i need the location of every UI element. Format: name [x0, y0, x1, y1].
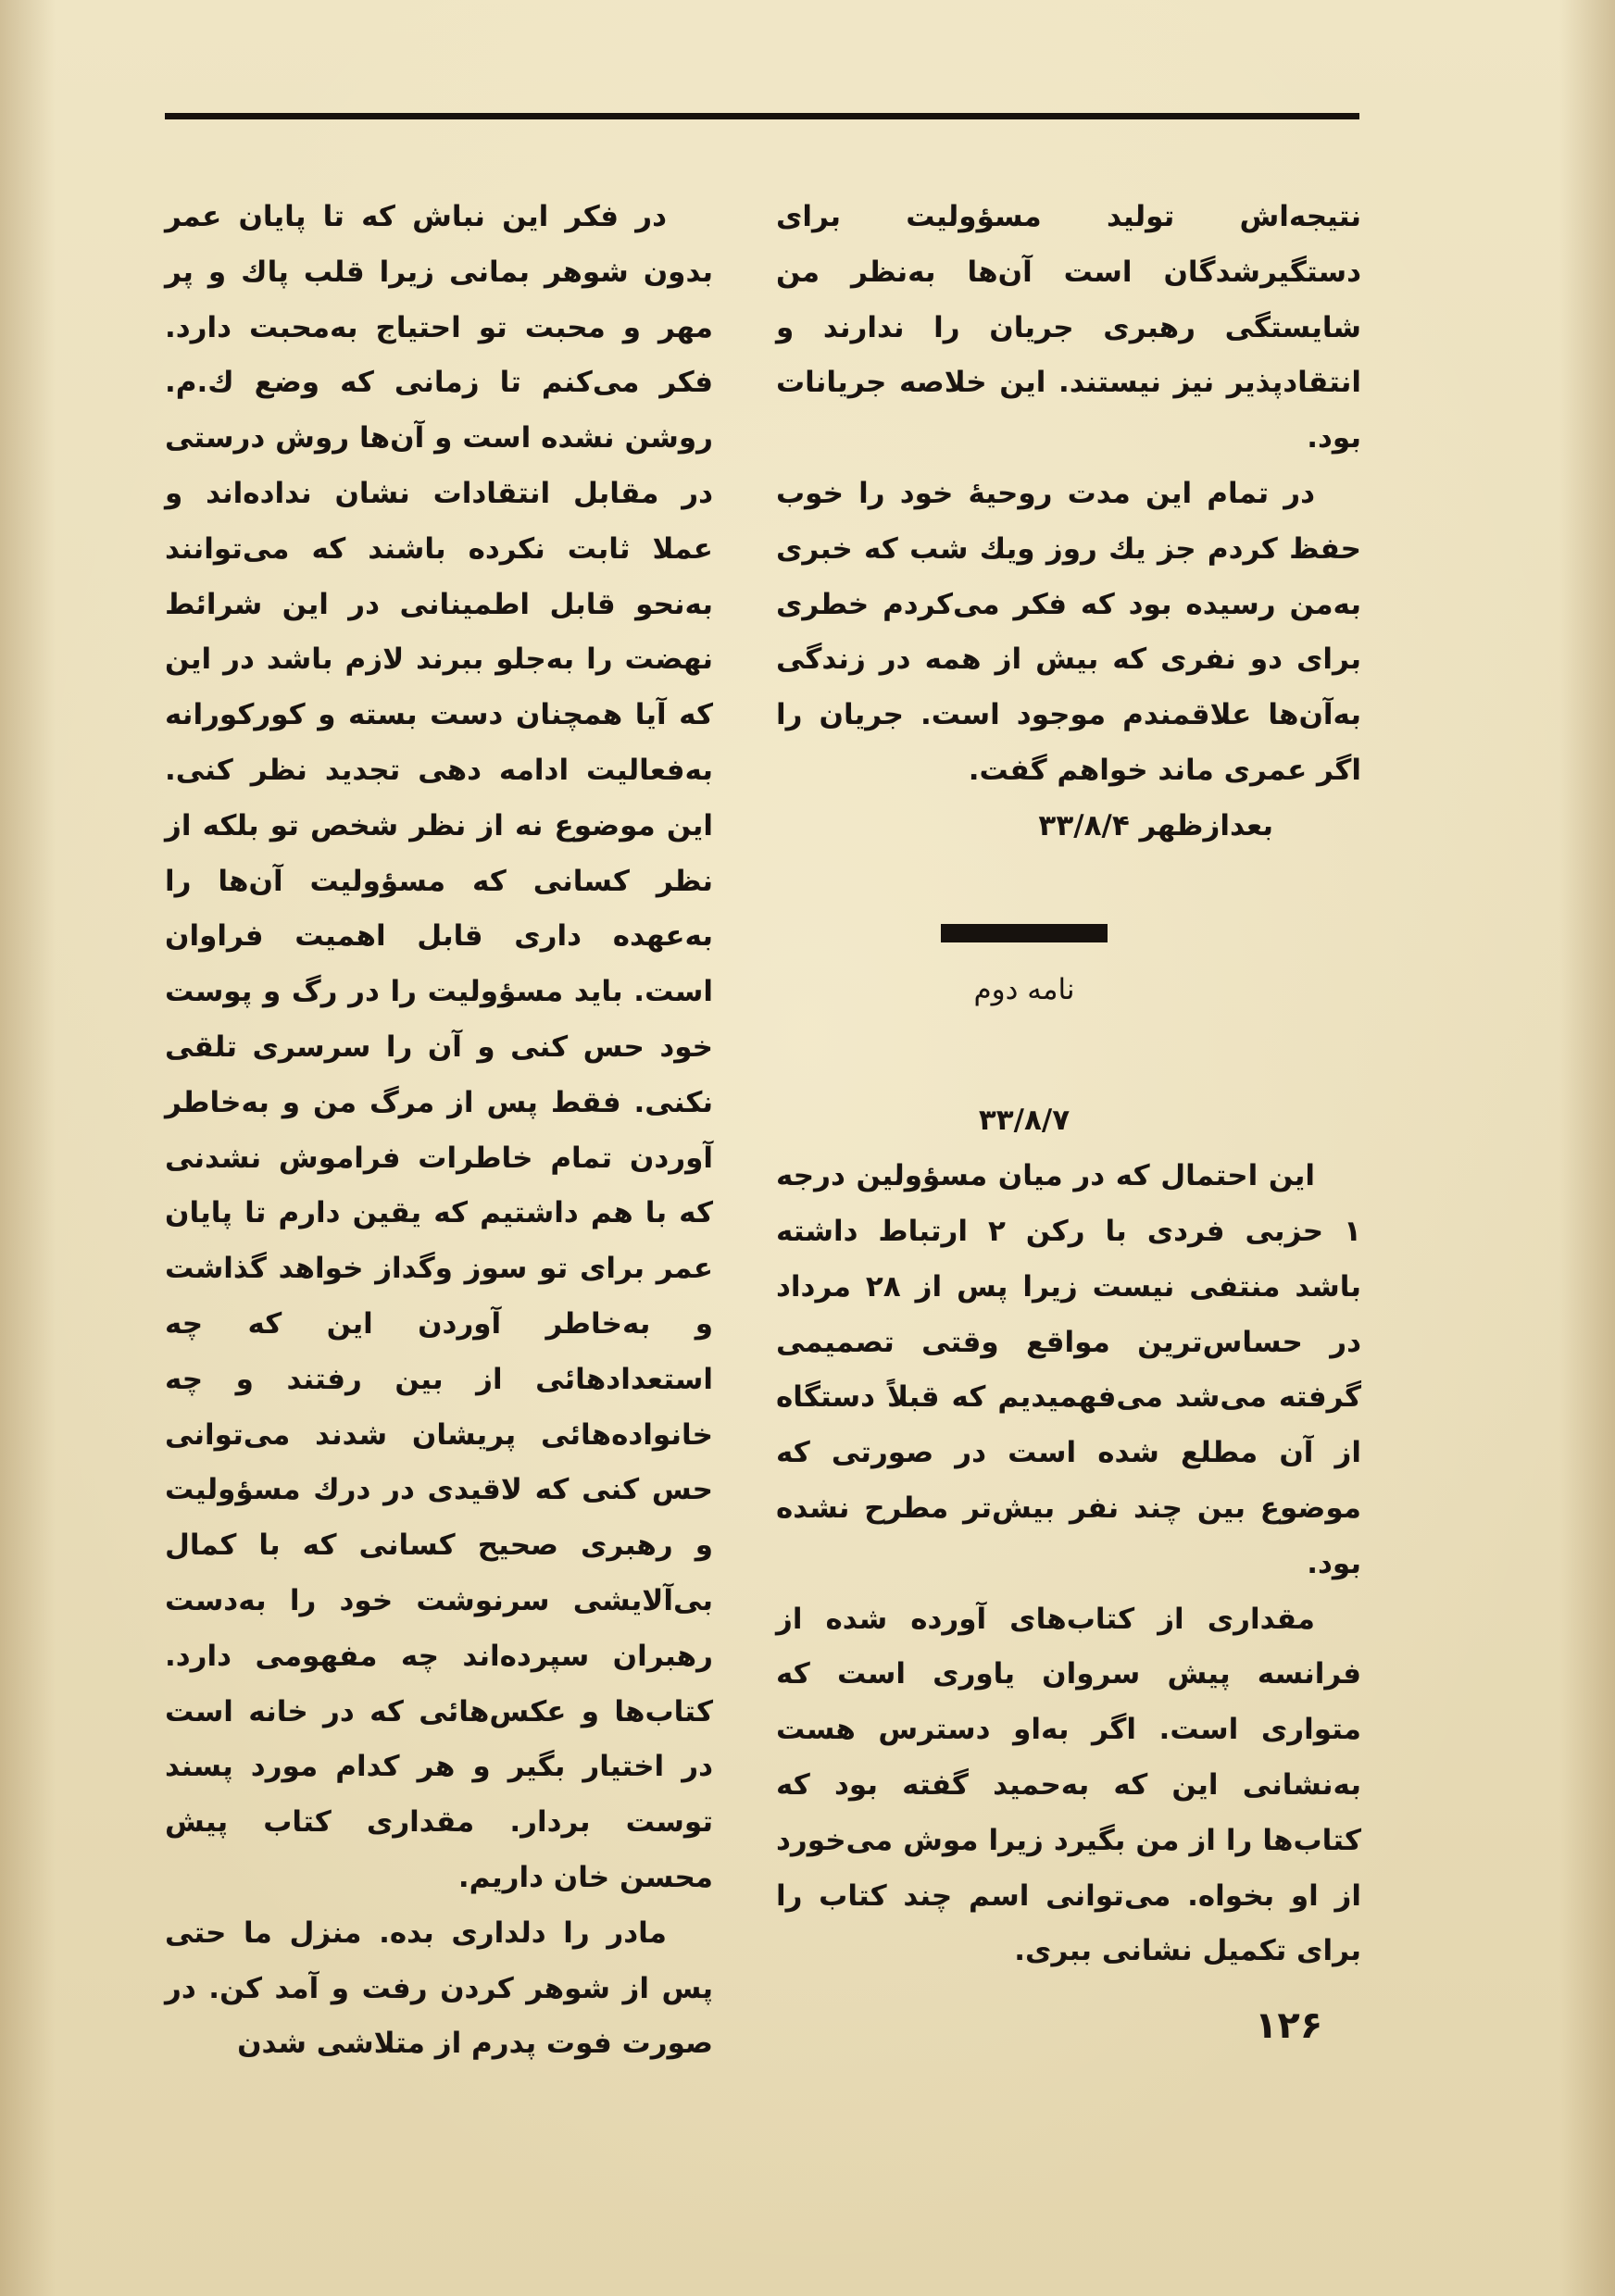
paragraph: مقداری از کتاب‌های آورده شده از فرانسه پیش سروان یاوری است که متواری است. اگر به‌او دسترس هست به‌نشانی این که به‌حمید گفته بود که کتاب‌ها را از من بگیرد زیرا موش می‌خورد از او بخواه. می‌توانی اسم چند کتاب را برای تکمیل نشانی ببری. — [776, 1602, 1361, 1968]
paragraph: در تمام این مدت روحیهٔ خود را خوب حفظ کردم جز یك روز ویك شب که خبری به‌من رسیده بود که فکر می‌کردم خطری برای دو نفری که بیش از همه در زندگی به‌آن‌ها علاقمندم موجود است. جریان را اگر عمری ماند خواهم گفت. — [776, 476, 1361, 787]
paragraph: در فکر این نباش که تا پایان عمر بدون شوهر بمانی زیرا قلب پاك و پر مهر و محبت تو احتیاج به‌محبت دارد. فکر می‌کنم تا زمانی که وضع ك.م. روشن نشده است و آن‌ها روش درستی در مقابل انتقادات نشان نداده‌اند و عملا ثابت نکرده باشند که می‌توانند به‌نحو قابل اطمینانی در این شرائط نهضت را به‌جلو ببرند لازم باشد در این که آیا همچنان دست بسته و کورکورانه به‌فعالیت ادامه دهی تجدید نظر کنی. این موضوع نه از نظر شخص تو بلکه از نظر کسانی که مسؤولیت آن‌ها را به‌عهده داری قابل اهمیت فراوان است. باید مسؤولیت را در رگ و پوست خود حس کنی و آن را سرسری تلقی نکنی. فقط پس از مرگ من و به‌خاطر آوردن تمام خاطرات فراموش نشدنی که با هم داشتیم که یقین دارم تا پایان عمر برای تو سوز وگداز خواهد گذاشت و به‌خاطر آوردن این که چه استعدادهائی از بین رفتند و چه خانواده‌هائی پریشان شدند می‌توانی حس کنی که لاقیدی در درك مسؤولیت و رهبری صحیح کسانی که با کمال بی‌آلایشی سرنوشت خود را به‌دست رهبران سپرده‌اند چه مفهومی دارد. کتاب‌ها و عکس‌هائی که در خانه است در اختیار بگیر و هر کدام مورد پسند توست بردار. مقداری کتاب پیش محسن خان داریم. — [165, 200, 713, 1894]
letter-dateline: بعدازظهر ۳۳/۸/۴ — [1038, 808, 1273, 842]
paragraph: مادر را دلداری بده. منزل ما حتی پس از شوهر کردن رفت و آمد کن. در صورت فوت پدرم از متلاشی شدن — [165, 1915, 713, 2061]
paragraph: نتیجه‌اش تولید مسؤولیت برای دستگیرشدگان است آن‌ها به‌نظر من شایستگی رهبری جریان را ندارند و انتقادپذیر نیز نیستند. این خلاصه جریانات بود. — [776, 200, 1361, 455]
page-edge-shadow — [1559, 0, 1615, 2296]
page-number: ۱۲۶ — [1255, 2004, 1323, 2047]
left-column — [165, 190, 713, 2072]
section-date: ۳۳/۸/۷ — [978, 1104, 1070, 1138]
header-rule — [165, 113, 1359, 119]
section-divider — [941, 924, 1108, 942]
page-edge-shadow — [0, 0, 56, 2296]
right-column — [776, 190, 1361, 1979]
paragraph: این احتمال که در میان مسؤولین درجه ۱ حزبی فردی با رکن ۲ ارتباط داشته باشد منتفی نیست زیرا پس از ۲۸ مرداد در حساس‌ترین مواقع وقتی تصمیمی گرفته می‌شد می‌فهمیدیم که قبلاً دستگاه از آن مطلع شده است در صورتی که موضوع بین چند نفر بیش‌تر مطرح نشده بود. — [776, 1159, 1362, 1580]
section-title: نامه دوم — [973, 972, 1075, 1006]
